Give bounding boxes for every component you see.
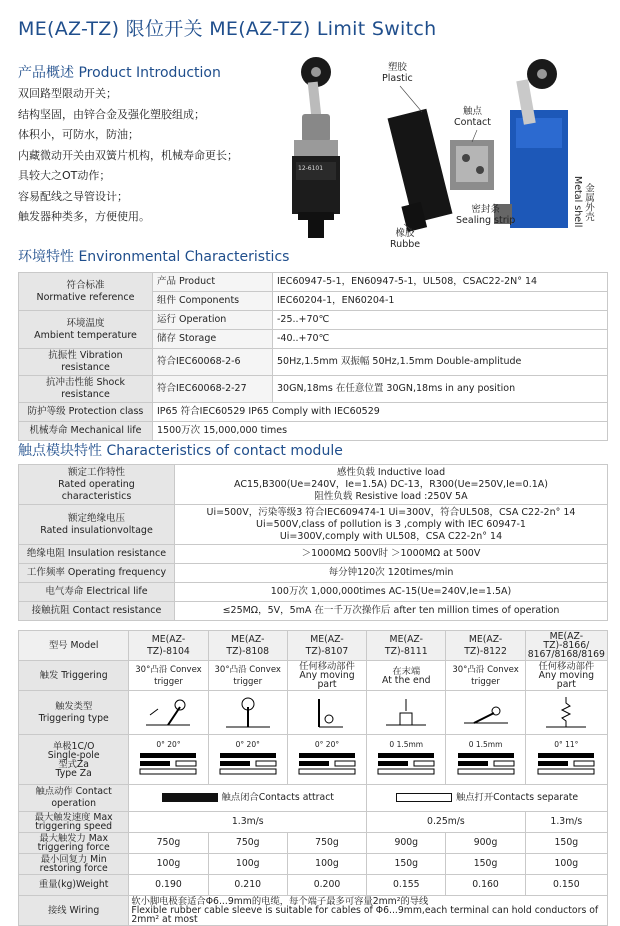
contact-key: 绝缘电阻 Insulation resistance	[19, 545, 175, 564]
env-value: 1500万次 15,000,000 times	[153, 422, 608, 441]
trigger-value: 30°凸沿 Convex trigger	[129, 661, 208, 691]
trigger-diagram	[367, 691, 446, 735]
model-name: ME(AZ-TZ)-8107	[287, 631, 366, 661]
force-label: 最大触发力 Max triggering force	[19, 833, 129, 854]
table-row	[19, 833, 608, 854]
intro-line: 体积小，可防水，防油；	[18, 128, 139, 141]
table-row	[19, 875, 608, 896]
trigger-value: 30°凸沿 Convex trigger	[208, 661, 287, 691]
label-metal-shell: 金属外壳 Metal shell	[572, 176, 594, 228]
model-name: ME(AZ-TZ)-8111	[367, 631, 446, 661]
force-value: 750g	[129, 833, 208, 854]
trigger-diagram	[208, 691, 287, 735]
env-key: 符合标准 Normative reference	[19, 273, 153, 311]
restore-value: 100g	[129, 854, 208, 875]
contact-key: 额定绝缘电压 Rated insulationvoltage	[19, 505, 175, 545]
env-key: 机械寿命 Mechanical life	[19, 422, 153, 441]
table-row	[19, 896, 608, 926]
table-row	[19, 661, 608, 691]
restore-value: 100g	[525, 854, 607, 875]
table-row	[19, 735, 608, 785]
table-row	[19, 349, 608, 376]
intro-line: 触发器种类多，方便使用。	[18, 210, 150, 223]
weight-value: 0.155	[367, 875, 446, 896]
force-value: 150g	[525, 833, 607, 854]
weight-value: 0.160	[446, 875, 525, 896]
contact-value: Ui=500V，污染等级3 符合IEC609474-1 Ui=300V，符合UL508，CSA C22-2n° 14 Ui=500V,class of pollution is 3 ,comply with IEC 60947-1 Ui=300V,comply with UL508，CSA C22-2n° 14	[175, 505, 608, 545]
label-sealing: 密封条 Sealing strip	[456, 204, 516, 226]
trigger-diagram	[525, 691, 607, 735]
rod-lever-icon	[299, 695, 355, 731]
wiring-value: 软小脚电极套适合Φ6...9mm的电缆，每个端子最多可容量2mm²的导线 Flexible rubber cable sleeve is suitable for cables of Φ6...9mm,each terminal can hold conductors of 2mm² at most	[129, 896, 608, 926]
contact-diagram-bars	[534, 749, 598, 779]
contact-key: 接触抗阻 Contact resistance	[19, 602, 175, 621]
roller-lever-icon	[140, 695, 196, 731]
env-value: -40..+70℃	[273, 330, 608, 349]
intro-heading: 产品概述 Product Introduction	[18, 65, 221, 81]
contact-diagram	[525, 735, 607, 785]
table-row	[19, 602, 608, 621]
trigger-value: 在末端 At the end	[367, 661, 446, 691]
env-value: IEC60947-5-1，EN60947-5-1，UL508，CSAC22-2N° 14	[273, 273, 608, 292]
trigger-label: 触发 Triggering	[19, 661, 129, 691]
label-rubber: 橡胶 Rubbe	[390, 228, 421, 250]
travel-angle: 0° 20°	[235, 740, 260, 749]
table-row	[19, 403, 608, 422]
type-label: 触发类型 Triggering type	[19, 691, 129, 735]
restore-value: 150g	[367, 854, 446, 875]
plunger-icon	[378, 695, 434, 731]
device-label: 12-6101	[298, 165, 324, 172]
model-name: ME(AZ-TZ)-8108	[208, 631, 287, 661]
contact-diagram-bars	[216, 749, 280, 779]
table-row	[19, 545, 608, 564]
contact-key: 工作频率 Operating frequency	[19, 564, 175, 583]
product-illustration	[272, 54, 612, 250]
trigger-value: 任何移动部件 Any moving part	[525, 661, 607, 691]
table-row	[19, 812, 608, 833]
table-row	[19, 505, 608, 545]
env-subkey: 储存 Storage	[153, 330, 273, 349]
trigger-value: 任何移动部件 Any moving part	[287, 661, 366, 691]
env-heading: 环境特性 Environmental Characteristics	[18, 249, 290, 265]
env-key: 抗振性 Vibration resistance	[19, 349, 153, 376]
legend-separate: 触点打开Contacts separate	[367, 785, 608, 812]
product-figure	[272, 54, 612, 250]
contact-table	[18, 464, 608, 621]
contact-diagram	[287, 735, 366, 785]
env-value: -25..+70℃	[273, 311, 608, 330]
table-row	[19, 376, 608, 403]
env-value: 30GN,18ms 在任意位置 30GN,18ms in any position	[273, 376, 608, 403]
contact-diagram-bars	[374, 749, 438, 779]
intro-line: 具较大之OT动作；	[18, 169, 111, 182]
model-name: ME(AZ-TZ)-8166/ 8167/8168/8169	[525, 631, 607, 661]
env-value: 50Hz,1.5mm 双振幅 50Hz,1.5mm Double-amplitude	[273, 349, 608, 376]
contact-diagram	[446, 735, 525, 785]
contact-diagram	[208, 735, 287, 785]
speed-value: 0.25m/s	[367, 812, 526, 833]
contact-value: 100万次 1,000,000times AC-15(Ue=240V,Ie=1.5A)	[175, 583, 608, 602]
force-value: 750g	[208, 833, 287, 854]
model-table	[18, 630, 608, 926]
env-key: 防护等级 Protection class	[19, 403, 153, 422]
legend-attract: 触点闭合Contacts attract	[129, 785, 367, 812]
contact-diagram-bars	[295, 749, 359, 779]
pole-label: 单极1C/O Single-pole 型式Za Type Za	[19, 735, 129, 785]
model-name: ME(AZ-TZ)-8104	[129, 631, 208, 661]
label-contact: 触点 Contact	[454, 106, 491, 128]
contact-diagram	[129, 735, 208, 785]
table-row	[19, 785, 608, 812]
weight-value: 0.200	[287, 875, 366, 896]
table-row	[19, 465, 608, 505]
trigger-diagram	[287, 691, 366, 735]
spring-rod-icon	[538, 695, 594, 731]
env-value: IEC60204-1，EN60204-1	[273, 292, 608, 311]
roller-lever-icon	[220, 695, 276, 731]
contact-value: ＞1000MΩ 500V时 ＞1000MΩ at 500V	[175, 545, 608, 564]
intro-line: 结构坚固，由锌合金及强化塑胶组成；	[18, 107, 205, 121]
weight-value: 0.210	[208, 875, 287, 896]
page-title: ME(AZ-TZ) 限位开关 ME(AZ-TZ) Limit Switch	[18, 18, 437, 40]
intro-line: 双回路型限动开关；	[18, 87, 117, 100]
roller-plunger-icon	[458, 695, 514, 731]
env-subkey: 组件 Components	[153, 292, 273, 311]
env-value: IP65 符合IEC60529 IP65 Comply with IEC60529	[153, 403, 608, 422]
travel-angle: 0° 20°	[156, 740, 181, 749]
table-row	[19, 583, 608, 602]
table-row	[19, 564, 608, 583]
force-value: 900g	[446, 833, 525, 854]
label-plastic: 塑胶 Plastic	[382, 62, 413, 84]
travel-angle: 0° 11°	[554, 740, 579, 749]
table-row	[19, 422, 608, 441]
env-key: 环境温度 Ambient temperature	[19, 311, 153, 349]
legend-swatch-white	[396, 793, 452, 802]
trigger-diagram	[129, 691, 208, 735]
restore-value: 100g	[287, 854, 366, 875]
trigger-diagram	[446, 691, 525, 735]
table-row	[19, 311, 608, 330]
contact-value: 感性负载 Inductive load AC15,B300(Ue=240V，Ie=1.5A) DC-13，R300(Ue=250V,Ie=0.1A) 阻性负载 Resistive load :250V 5A	[175, 465, 608, 505]
trigger-value: 30°凸沿 Convex trigger	[446, 661, 525, 691]
table-row	[19, 273, 608, 292]
contact-key: 电气寿命 Electrical life	[19, 583, 175, 602]
weight-value: 0.190	[129, 875, 208, 896]
restore-label: 最小回复力 Min restoring force	[19, 854, 129, 875]
intro-list	[18, 84, 238, 228]
contact-key: 额定工作特性 Rated operating characteristics	[19, 465, 175, 505]
env-subkey: 符合IEC60068-2-27	[153, 376, 273, 403]
force-value: 750g	[287, 833, 366, 854]
table-row	[19, 854, 608, 875]
contact-value: 每分钟120次 120times/min	[175, 564, 608, 583]
speed-value: 1.3m/s	[129, 812, 367, 833]
force-value: 900g	[367, 833, 446, 854]
travel-angle: 0° 20°	[314, 740, 340, 749]
env-subkey: 运行 Operation	[153, 311, 273, 330]
model-label: 型号 Model	[19, 631, 129, 661]
action-label: 触点动作 Contact operation	[19, 785, 129, 812]
weight-label: 重量(kg)Weight	[19, 875, 129, 896]
restore-value: 100g	[208, 854, 287, 875]
travel-distance: 0 1.5mm	[468, 740, 503, 749]
contact-value: ≤25MΩ，5V，5mA 在一千万次操作后 after ten million times of operation	[175, 602, 608, 621]
table-row	[19, 691, 608, 735]
wiring-label: 接线 Wiring	[19, 896, 129, 926]
env-subkey: 产品 Product	[153, 273, 273, 292]
speed-value: 1.3m/s	[525, 812, 607, 833]
weight-value: 0.150	[525, 875, 607, 896]
legend-swatch-black	[162, 793, 218, 802]
table-row	[19, 631, 608, 661]
restore-value: 150g	[446, 854, 525, 875]
speed-label: 最大触发速度 Max triggering speed	[19, 812, 129, 833]
contact-diagram	[367, 735, 446, 785]
contact-diagram-bars	[136, 749, 200, 779]
model-name: ME(AZ-TZ)-8122	[446, 631, 525, 661]
contact-diagram-bars	[454, 749, 518, 779]
intro-line: 内藏微动开关由双簧片机构，机械寿命更长；	[18, 148, 238, 162]
contact-heading: 触点模块特性 Characteristics of contact module	[18, 443, 343, 459]
env-key: 抗冲击性能 Shock resistance	[19, 376, 153, 403]
env-subkey: 符合IEC60068-2-6	[153, 349, 273, 376]
intro-line: 容易配线之导管设计；	[18, 189, 128, 203]
env-table	[18, 272, 608, 441]
travel-distance: 0 1.5mm	[389, 740, 424, 749]
